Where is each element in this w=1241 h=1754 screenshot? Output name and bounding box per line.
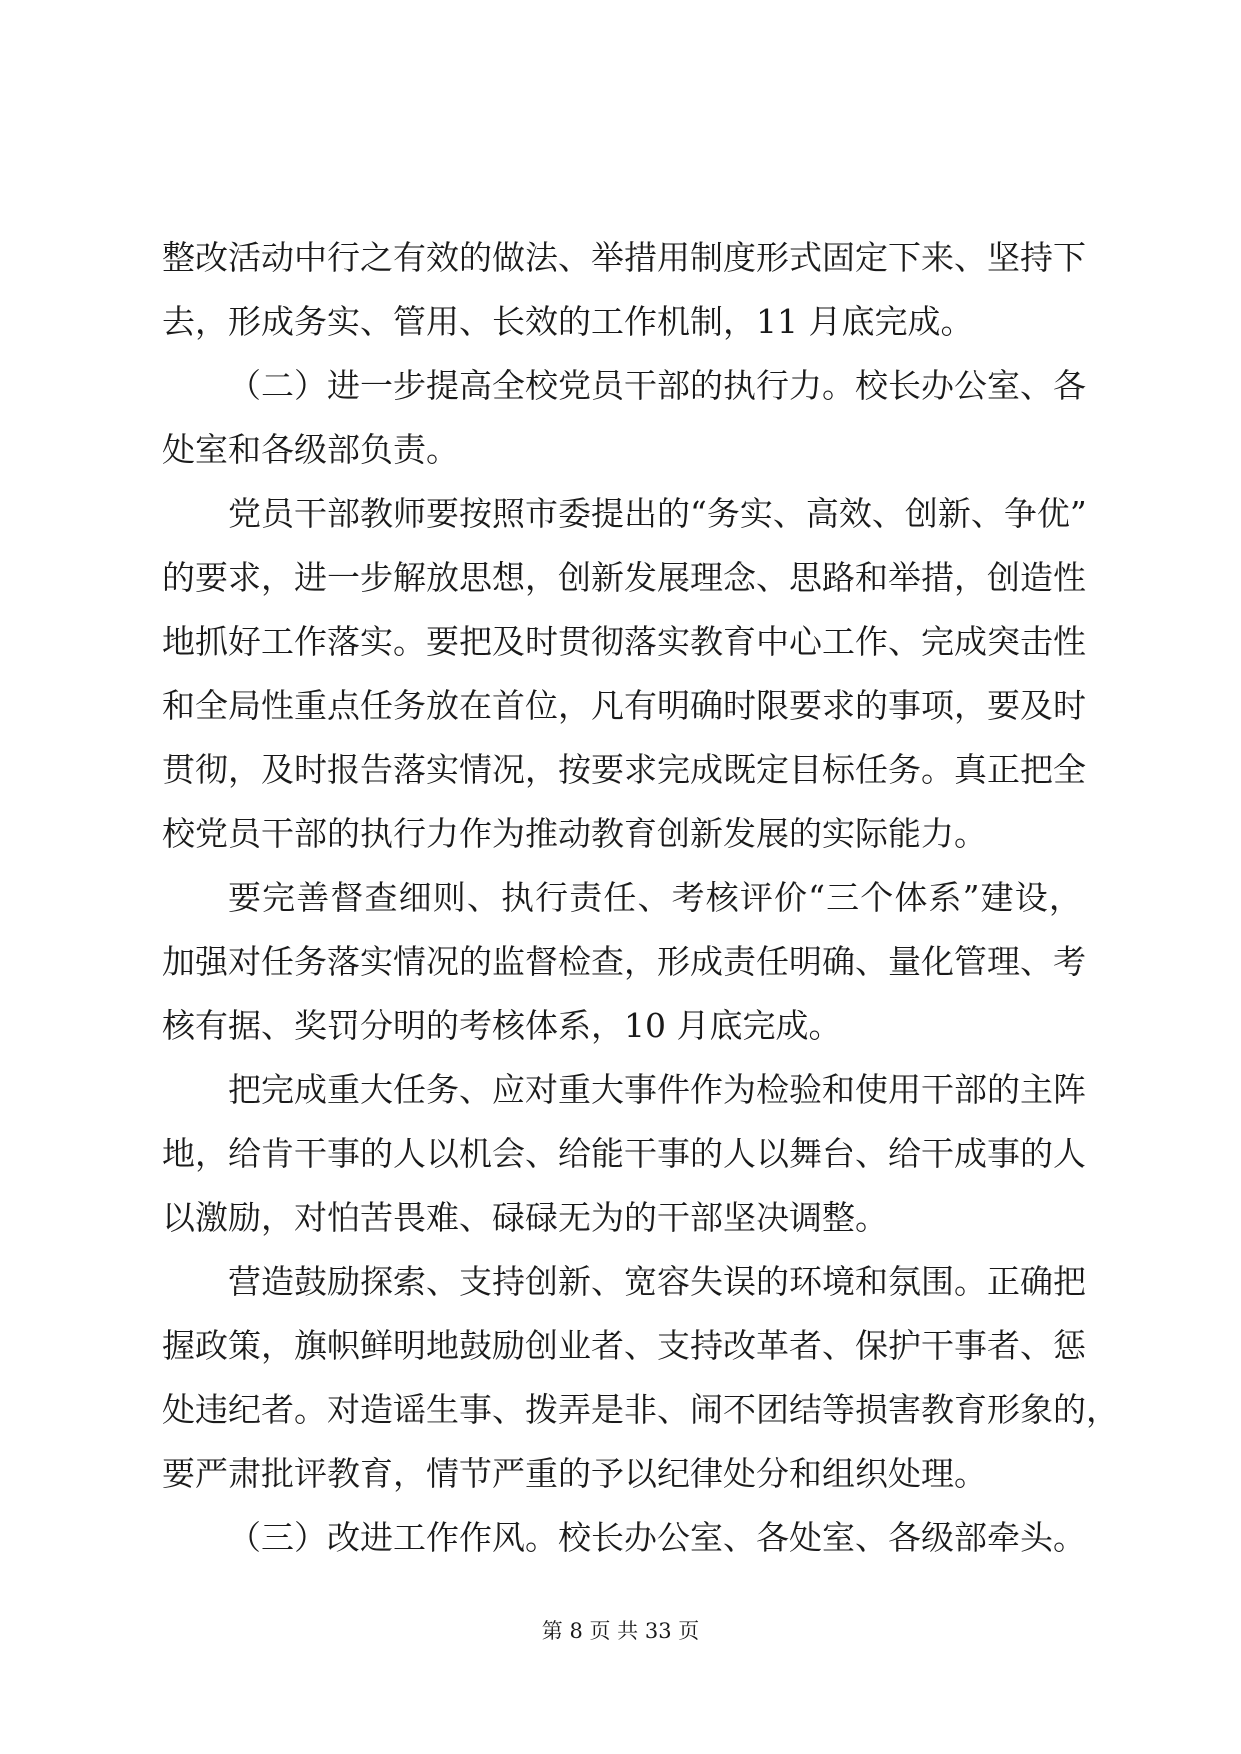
text-line: 的 要 求 ， 进 一 步 解 放 思 想 ， 创 新 发 展 理 念 、 思 路 和 举 措 ， 创 造 性 (162, 558, 1086, 597)
text-line: 贯 彻 ， 及 时 报 告 落 实 情 况 ， 按 要 求 完 成 既 定 目 标 任 务 。 真 正 把 全 (162, 750, 1086, 789)
text-line: 核有据、奖罚分明的考核体系，10 月底完成。 (162, 1006, 842, 1045)
text-line: 校党员干部的执行力作为推动教育创新发展的实际能力。 (162, 814, 987, 853)
text-line: 地 ， 给 肯 干 事 的 人 以 机 会 、 给 能 干 事 的 人 以 舞 台 、 给 干 成 事 的 人 (162, 1134, 1086, 1173)
text-line: （ 三 ） 改 进 工 作 作 风 。 校 长 办 公 室 、 各 处 室 、 各 级 部 牵 头 。 (228, 1518, 1086, 1557)
text-line: 加 强 对 任 务 落 实 情 况 的 监 督 检 查 ， 形 成 责 任 明 确 、 量 化 管 理 、 考 (162, 942, 1086, 981)
text-line: 去，形成务实、管用、长效的工作机制，11 月底完成。 (162, 302, 974, 341)
text-line: 党 员 干 部 教 师 要 按 照 市 委 提 出 的 “ 务 实 、 高 效 、 创 新 、 争 优 ” (228, 494, 1087, 533)
text-line: 处 违 纪 者 。 对 造 谣 生 事 、 拨 弄 是 非 、 闹 不 团 结 等 损 害 教 育 形 象 的 ， (162, 1390, 1119, 1429)
text-line: 营 造 鼓 励 探 索 、 支 持 创 新 、 宽 容 失 误 的 环 境 和 氛 围 。 正 确 把 (228, 1262, 1086, 1301)
text-line: 地 抓 好 工 作 落 实 。 要 把 及 时 贯 彻 落 实 教 育 中 心 工 作 、 完 成 突 击 性 (162, 622, 1086, 661)
text-line: 处室和各级部负责。 (162, 430, 459, 469)
text-line: 把 完 成 重 大 任 务 、 应 对 重 大 事 件 作 为 检 验 和 使 用 干 部 的 主 阵 (228, 1070, 1086, 1109)
page-footer: 第 8 页 共 33 页 (541, 1619, 700, 1643)
text-line: 要 完 善 督 查 细 则 、 执 行 责 任 、 考 核 评 价 “ 三 个 体 系 ” 建 设 ， (228, 878, 1082, 917)
text-line: 握 政 策 ， 旗 帜 鲜 明 地 鼓 励 创 业 者 、 支 持 改 革 者 、 保 护 干 事 者 、 惩 (162, 1326, 1086, 1365)
text-line: 以激励，对怕苦畏难、碌碌无为的干部坚决调整。 (162, 1198, 888, 1237)
document-body (162, 226, 1119, 1570)
text-line: 要严肃批评教育，情节严重的予以纪律处分和组织处理。 (162, 1454, 987, 1493)
text-line: 整 改 活 动 中 行 之 有 效 的 做 法 、 举 措 用 制 度 形 式 固 定 下 来 、 坚 持 下 (162, 238, 1086, 277)
text-line: （ 二 ） 进 一 步 提 高 全 校 党 员 干 部 的 执 行 力 。 校 长 办 公 室 、 各 (228, 366, 1086, 405)
text-line: 和 全 局 性 重 点 任 务 放 在 首 位 ， 凡 有 明 确 时 限 要 求 的 事 项 ， 要 及 时 (162, 686, 1086, 725)
